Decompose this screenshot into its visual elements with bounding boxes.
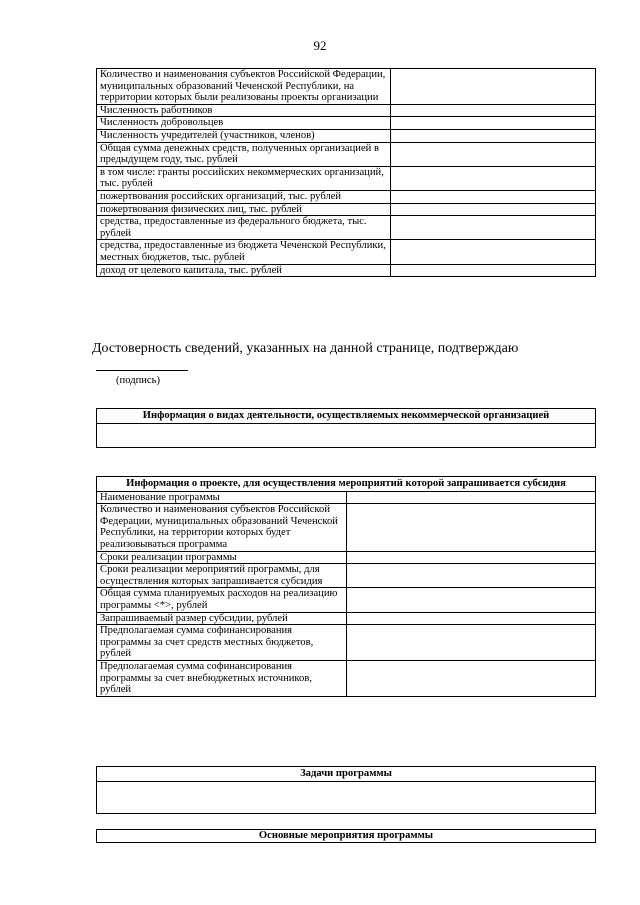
row-label: Численность работников — [97, 104, 391, 117]
organization-results-table — [96, 68, 596, 277]
row-label: доход от целевого капитала, тыс. рублей — [97, 264, 391, 277]
tasks-table — [96, 766, 596, 814]
project-info-table — [96, 476, 596, 697]
table-row — [97, 660, 596, 696]
value-cell[interactable] — [346, 504, 596, 551]
value-cell[interactable] — [391, 190, 596, 203]
row-label: Сроки реализации программы — [97, 551, 347, 564]
value-cell[interactable] — [346, 660, 596, 696]
table-row — [97, 264, 596, 277]
table-row — [97, 612, 596, 625]
page-number: 92 — [313, 38, 327, 53]
table-row — [97, 216, 596, 240]
table-row — [97, 504, 596, 551]
table-row — [97, 491, 596, 504]
value-cell[interactable] — [391, 240, 596, 264]
value-cell[interactable] — [346, 564, 596, 588]
table-row — [97, 166, 596, 190]
table-row — [97, 551, 596, 564]
row-label: Общая сумма планируемых расходов на реализацию программы <*>, рублей — [97, 588, 347, 612]
value-cell[interactable] — [391, 264, 596, 277]
value-cell[interactable] — [391, 142, 596, 166]
table-row — [97, 588, 596, 612]
tasks-title: Задачи программы — [97, 767, 596, 782]
row-label: Предполагаемая сумма софинансирования программы за счет средств местных бюджетов, рублей — [97, 625, 347, 661]
table-row — [97, 104, 596, 117]
project-title: Информация о проекте, для осуществления мероприятий которой запрашивается субсидия — [97, 477, 596, 492]
row-label: пожертвования российских организаций, тыс. рублей — [97, 190, 391, 203]
signature-line[interactable] — [96, 370, 188, 371]
row-label: Численность добровольцев — [97, 117, 391, 130]
confirmation-text: Достоверность сведений, указанных на данной странице, подтверждаю — [92, 341, 519, 356]
value-cell[interactable] — [391, 104, 596, 117]
row-label: средства, предоставленные из бюджета Чеченской Республики, местных бюджетов, тыс. рублей — [97, 240, 391, 264]
value-cell[interactable] — [391, 166, 596, 190]
table-row — [97, 117, 596, 130]
value-cell[interactable] — [346, 491, 596, 504]
value-cell[interactable] — [391, 216, 596, 240]
row-label: Наименование программы — [97, 491, 347, 504]
value-cell[interactable] — [391, 117, 596, 130]
row-label: Сроки реализации мероприятий программы, для осуществления которых запрашивается субсидия — [97, 564, 347, 588]
row-label: пожертвования физических лиц, тыс. рублей — [97, 203, 391, 216]
tasks-field[interactable] — [97, 781, 596, 813]
activities-title: Информация о видах деятельности, осуществляемых некоммерческой организацией — [97, 409, 596, 424]
value-cell[interactable] — [391, 203, 596, 216]
row-label: Общая сумма денежных средств, полученных организацией в предыдущем году, тыс. рублей — [97, 142, 391, 166]
value-cell[interactable] — [346, 588, 596, 612]
row-label: Запрашиваемый размер субсидии, рублей — [97, 612, 347, 625]
value-cell[interactable] — [346, 551, 596, 564]
signature-caption: (подпись) — [116, 375, 160, 386]
table-row — [97, 129, 596, 142]
value-cell[interactable] — [346, 612, 596, 625]
table-row — [97, 240, 596, 264]
events-table — [96, 829, 596, 843]
row-label: Количество и наименования субъектов Российской Федерации, муниципальных образований Чеченской Республики, на территории которых будет реализовываться программа — [97, 504, 347, 551]
table-row — [97, 69, 596, 105]
events-title: Основные мероприятия программы — [97, 830, 596, 843]
row-label: в том числе: гранты российских некоммерческих организаций, тыс. рублей — [97, 166, 391, 190]
table-row — [97, 203, 596, 216]
activities-field[interactable] — [97, 423, 596, 447]
table-row — [97, 625, 596, 661]
value-cell[interactable] — [391, 129, 596, 142]
value-cell[interactable] — [391, 69, 596, 105]
table-row — [97, 564, 596, 588]
table-row — [97, 190, 596, 203]
row-label: Количество и наименования субъектов Российской Федерации, муниципальных образований Чеченской Республики, на территории которых были реализованы проекты организации — [97, 69, 391, 105]
row-label: Предполагаемая сумма софинансирования программы за счет внебюджетных источников, рублей — [97, 660, 347, 696]
value-cell[interactable] — [346, 625, 596, 661]
table-row — [97, 142, 596, 166]
activities-table — [96, 408, 596, 448]
row-label: средства, предоставленные из федерального бюджета, тыс. рублей — [97, 216, 391, 240]
row-label: Численность учредителей (участников, членов) — [97, 129, 391, 142]
